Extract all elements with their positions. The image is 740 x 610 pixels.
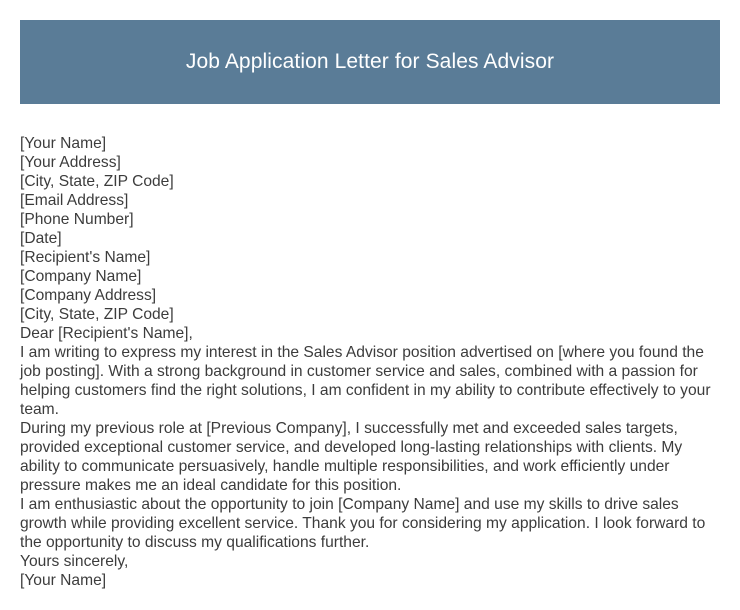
paragraph-intro: I am writing to express my interest in the Sales Advisor position advertised on [where you found the job posting]. With a strong background in customer service and sales, combined with a passion for helping customers find the right solutions, I am confident in my ability to contribute effectively to your team. [20, 344, 711, 418]
page-title: Job Application Letter for Sales Advisor [185, 50, 555, 73]
recipient-company: [Company Name] [20, 268, 142, 285]
paragraph-experience: During my previous role at [Previous Company], I successfully met and exceeded sales targets, provided exceptional customer service, and developed long-lasting relationships with clients. My ability to communicate persuasively, handle multiple responsibilities, and work efficiently under pressure makes me an ideal candidate for this position. [20, 420, 683, 494]
recipient-city: [City, State, ZIP Code] [20, 306, 174, 323]
letter-date: [Date] [20, 230, 62, 247]
sender-name: [Your Name] [20, 135, 107, 152]
sender-address: [Your Address] [20, 154, 121, 171]
recipient-name: [Recipient's Name] [20, 249, 151, 266]
salutation: Dear [Recipient's Name], [20, 325, 193, 342]
sender-city: [City, State, ZIP Code] [20, 173, 174, 190]
closing: Yours sincerely, [20, 553, 129, 570]
letter-body [20, 134, 724, 590]
signature: [Your Name] [20, 572, 107, 589]
recipient-address: [Company Address] [20, 287, 157, 304]
sender-phone: [Phone Number] [20, 211, 134, 228]
title-banner [20, 20, 720, 104]
paragraph-closing: I am enthusiastic about the opportunity to join [Company Name] and use my skills to drive sales growth while providing excellent service. Thank you for considering my application. I look forward to the opportunity to discuss my qualifications further. [20, 496, 706, 551]
sender-email: [Email Address] [20, 192, 129, 209]
